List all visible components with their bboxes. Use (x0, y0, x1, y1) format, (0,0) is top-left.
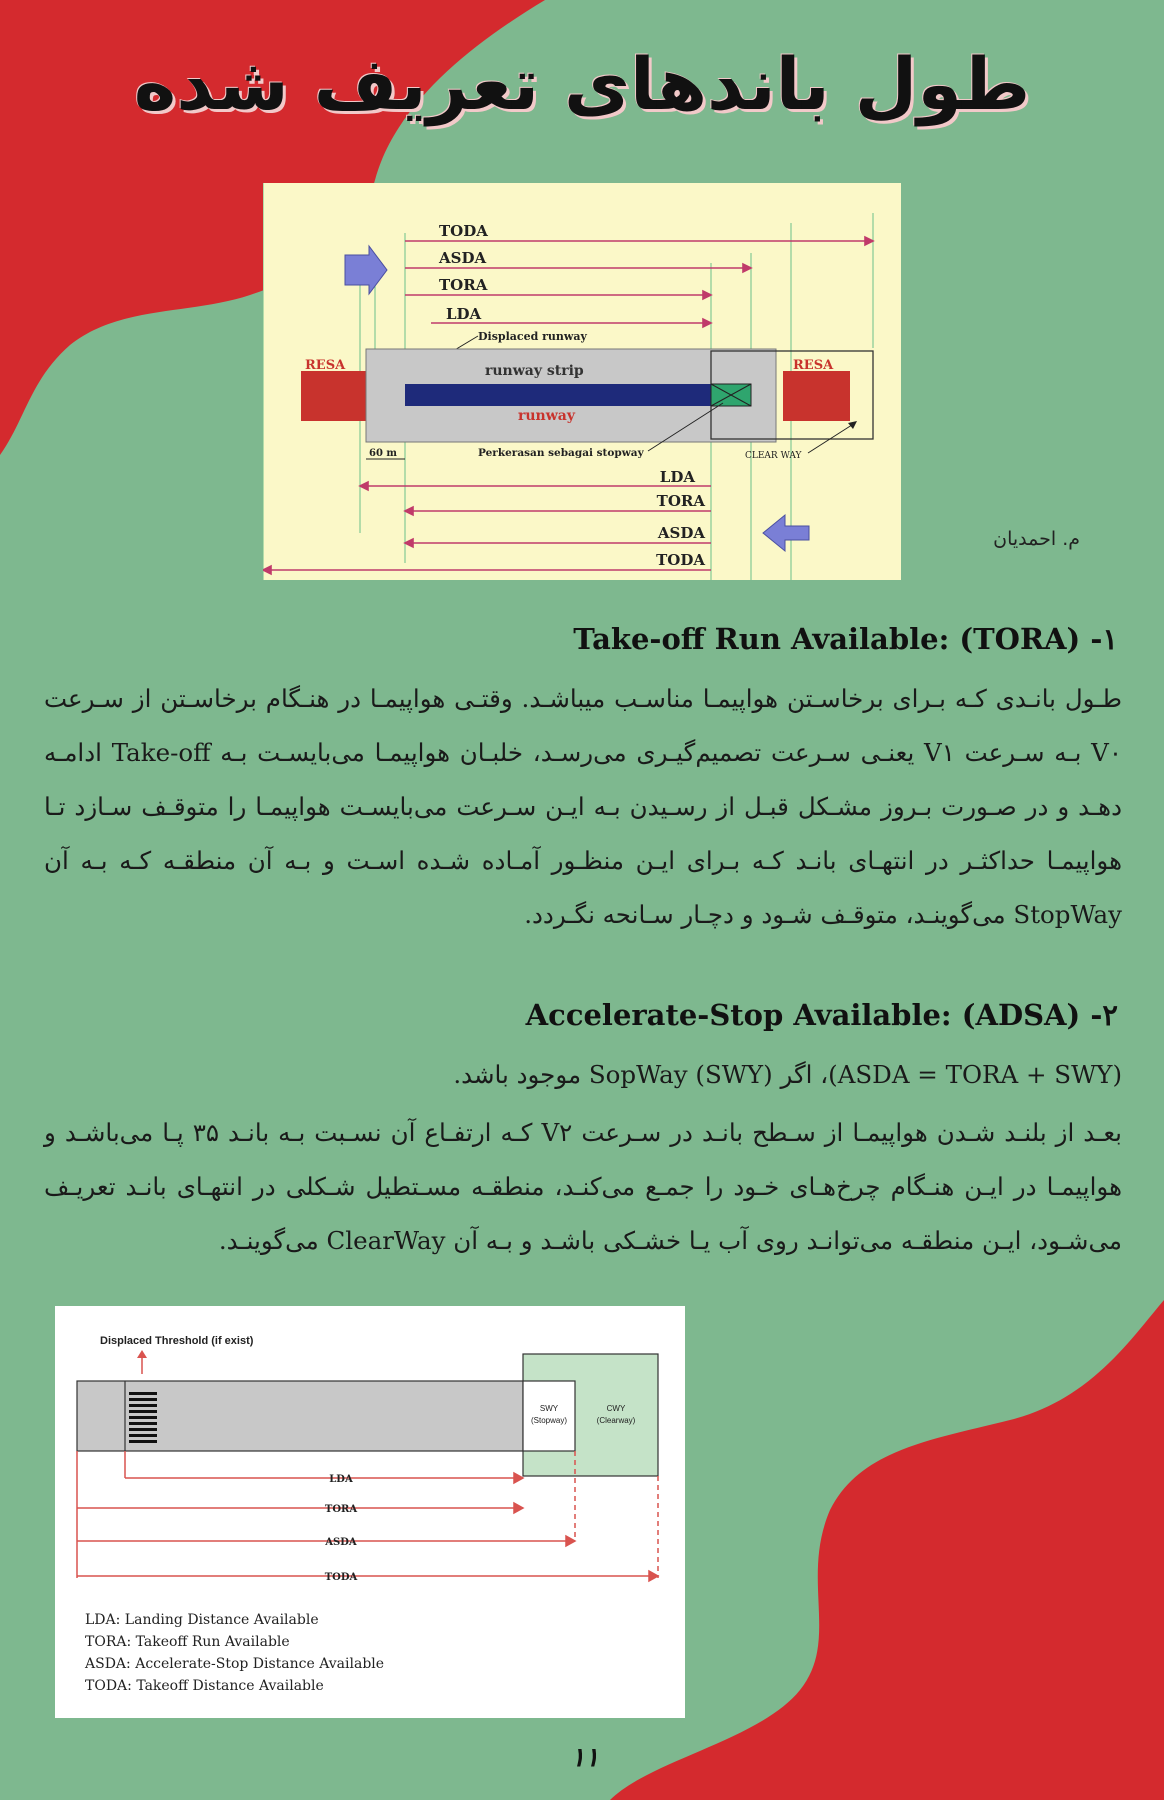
section1-paragraph: طـول بانـدی کـه بـرای برخاسـتن هواپیمـا مناسـب میباشـد. وقتـی هواپیمـا در هنـگام برخاسـتن از سـرعت V۰ بـه سـرعت V۱ یعنـی سـرعت تصمیم‌گیـری می‌رسـد، خلبـان هواپیمـا می‌بایسـت بـه Take-off ادامـه دهـد و در صـورت بـروز مشـکل قبـل از رسـیدن بـه ایـن سـرعت می‌بایسـت هواپیمـا را متوقـف سـازد تـا هواپیمـا حداکثـر در انتهـای بانـد کـه بـرای ایـن منظـور آمـاده شـده اسـت و بـه آن منطقـه کـه بـه آن StopWay می‌گوینـد، متوقـف شـود و دچـار سـانحه نگـردد. (44, 684, 1122, 929)
page-number: ۱۱ (571, 1743, 599, 1773)
clearway-label: CLEAR WAY (745, 451, 802, 461)
top-label-tora: TORA (439, 276, 488, 294)
section2-heading: ۲- Accelerate-Stop Available: (ADSA) (525, 998, 1118, 1032)
declared-distances-figure (55, 1306, 685, 1718)
section2-formula-line: (ASDA = TORA + SWY)، اگر (SWY) SopWay موجود باشد. (453, 1060, 1122, 1089)
top-label-toda: TODA (439, 222, 488, 240)
cwy-sub-label: (Clearway) (596, 1416, 636, 1425)
stopway-label: Perkerasan sebagai stopway (478, 447, 644, 459)
fig2-arrow-label-toda: TODA (324, 1572, 358, 1583)
section2-paragraph: بعـد از بلنـد شـدن هواپیمـا از سـطح بانـد در سـرعت V۲ کـه ارتفـاع آن نسـبت بـه بانـد ۳۵ پـا می‌باشـد و هواپیمـا در ایـن هنـگام چرخ‌هـای خـود را جمـع می‌کنـد، منطقـه مسـتطیل شـکلی در انتهـای بانـد تعریـف می‌شـود، ایـن منطقـه می‌توانـد روی آب یـا خشـکی باشـد و بـه آن ClearWay می‌گوینـد. (44, 1118, 1122, 1255)
bottom-label-tora: TORA (656, 492, 705, 510)
runway-strip-label: runway strip (485, 363, 584, 379)
sixty-m-label: 60 m (369, 448, 397, 459)
page-title: طول باندهای تعریف شده (133, 42, 1031, 126)
threshold-markings (129, 1392, 157, 1443)
displaced-runway-label: Displaced runway (478, 330, 587, 343)
bottom-label-toda: TODA (656, 551, 705, 569)
top-label-asda: ASDA (439, 249, 487, 267)
runway-bar (405, 384, 711, 406)
fig2-arrow-label-lda: LDA (329, 1474, 353, 1485)
runway-distances-diagram (263, 183, 901, 580)
legend-item-tora: TORA: Takeoff Run Available (85, 1634, 290, 1650)
resa-right-block (783, 371, 850, 421)
swy-sub-label: (Stopway) (530, 1416, 568, 1425)
cwy-label: CWY (606, 1404, 626, 1413)
fig2-arrow-label-asda: ASDA (325, 1537, 357, 1548)
resa-left-block (301, 371, 368, 421)
resa-left-label: RESA (305, 358, 346, 373)
resa-right-label: RESA (793, 358, 834, 373)
runway-label: runway (518, 408, 575, 424)
legend-item-asda: ASDA: Accelerate-Stop Distance Available (85, 1656, 385, 1672)
figure1-caption: م. احمدیان (993, 528, 1080, 550)
legend-item-lda: LDA: Landing Distance Available (85, 1612, 319, 1628)
legend-item-toda: TODA: Takeoff Distance Available (85, 1678, 324, 1694)
top-label-lda: LDA (446, 305, 482, 323)
bottom-label-asda: ASDA (657, 524, 705, 542)
bottom-label-lda: LDA (659, 468, 695, 486)
section1-heading: ۱- Take-off Run Available: (TORA) (573, 622, 1118, 656)
fig2-arrow-label-tora: TORA (324, 1504, 358, 1515)
threshold-label: Displaced Threshold (if exist) (100, 1335, 254, 1347)
swy-label: SWY (539, 1404, 559, 1413)
